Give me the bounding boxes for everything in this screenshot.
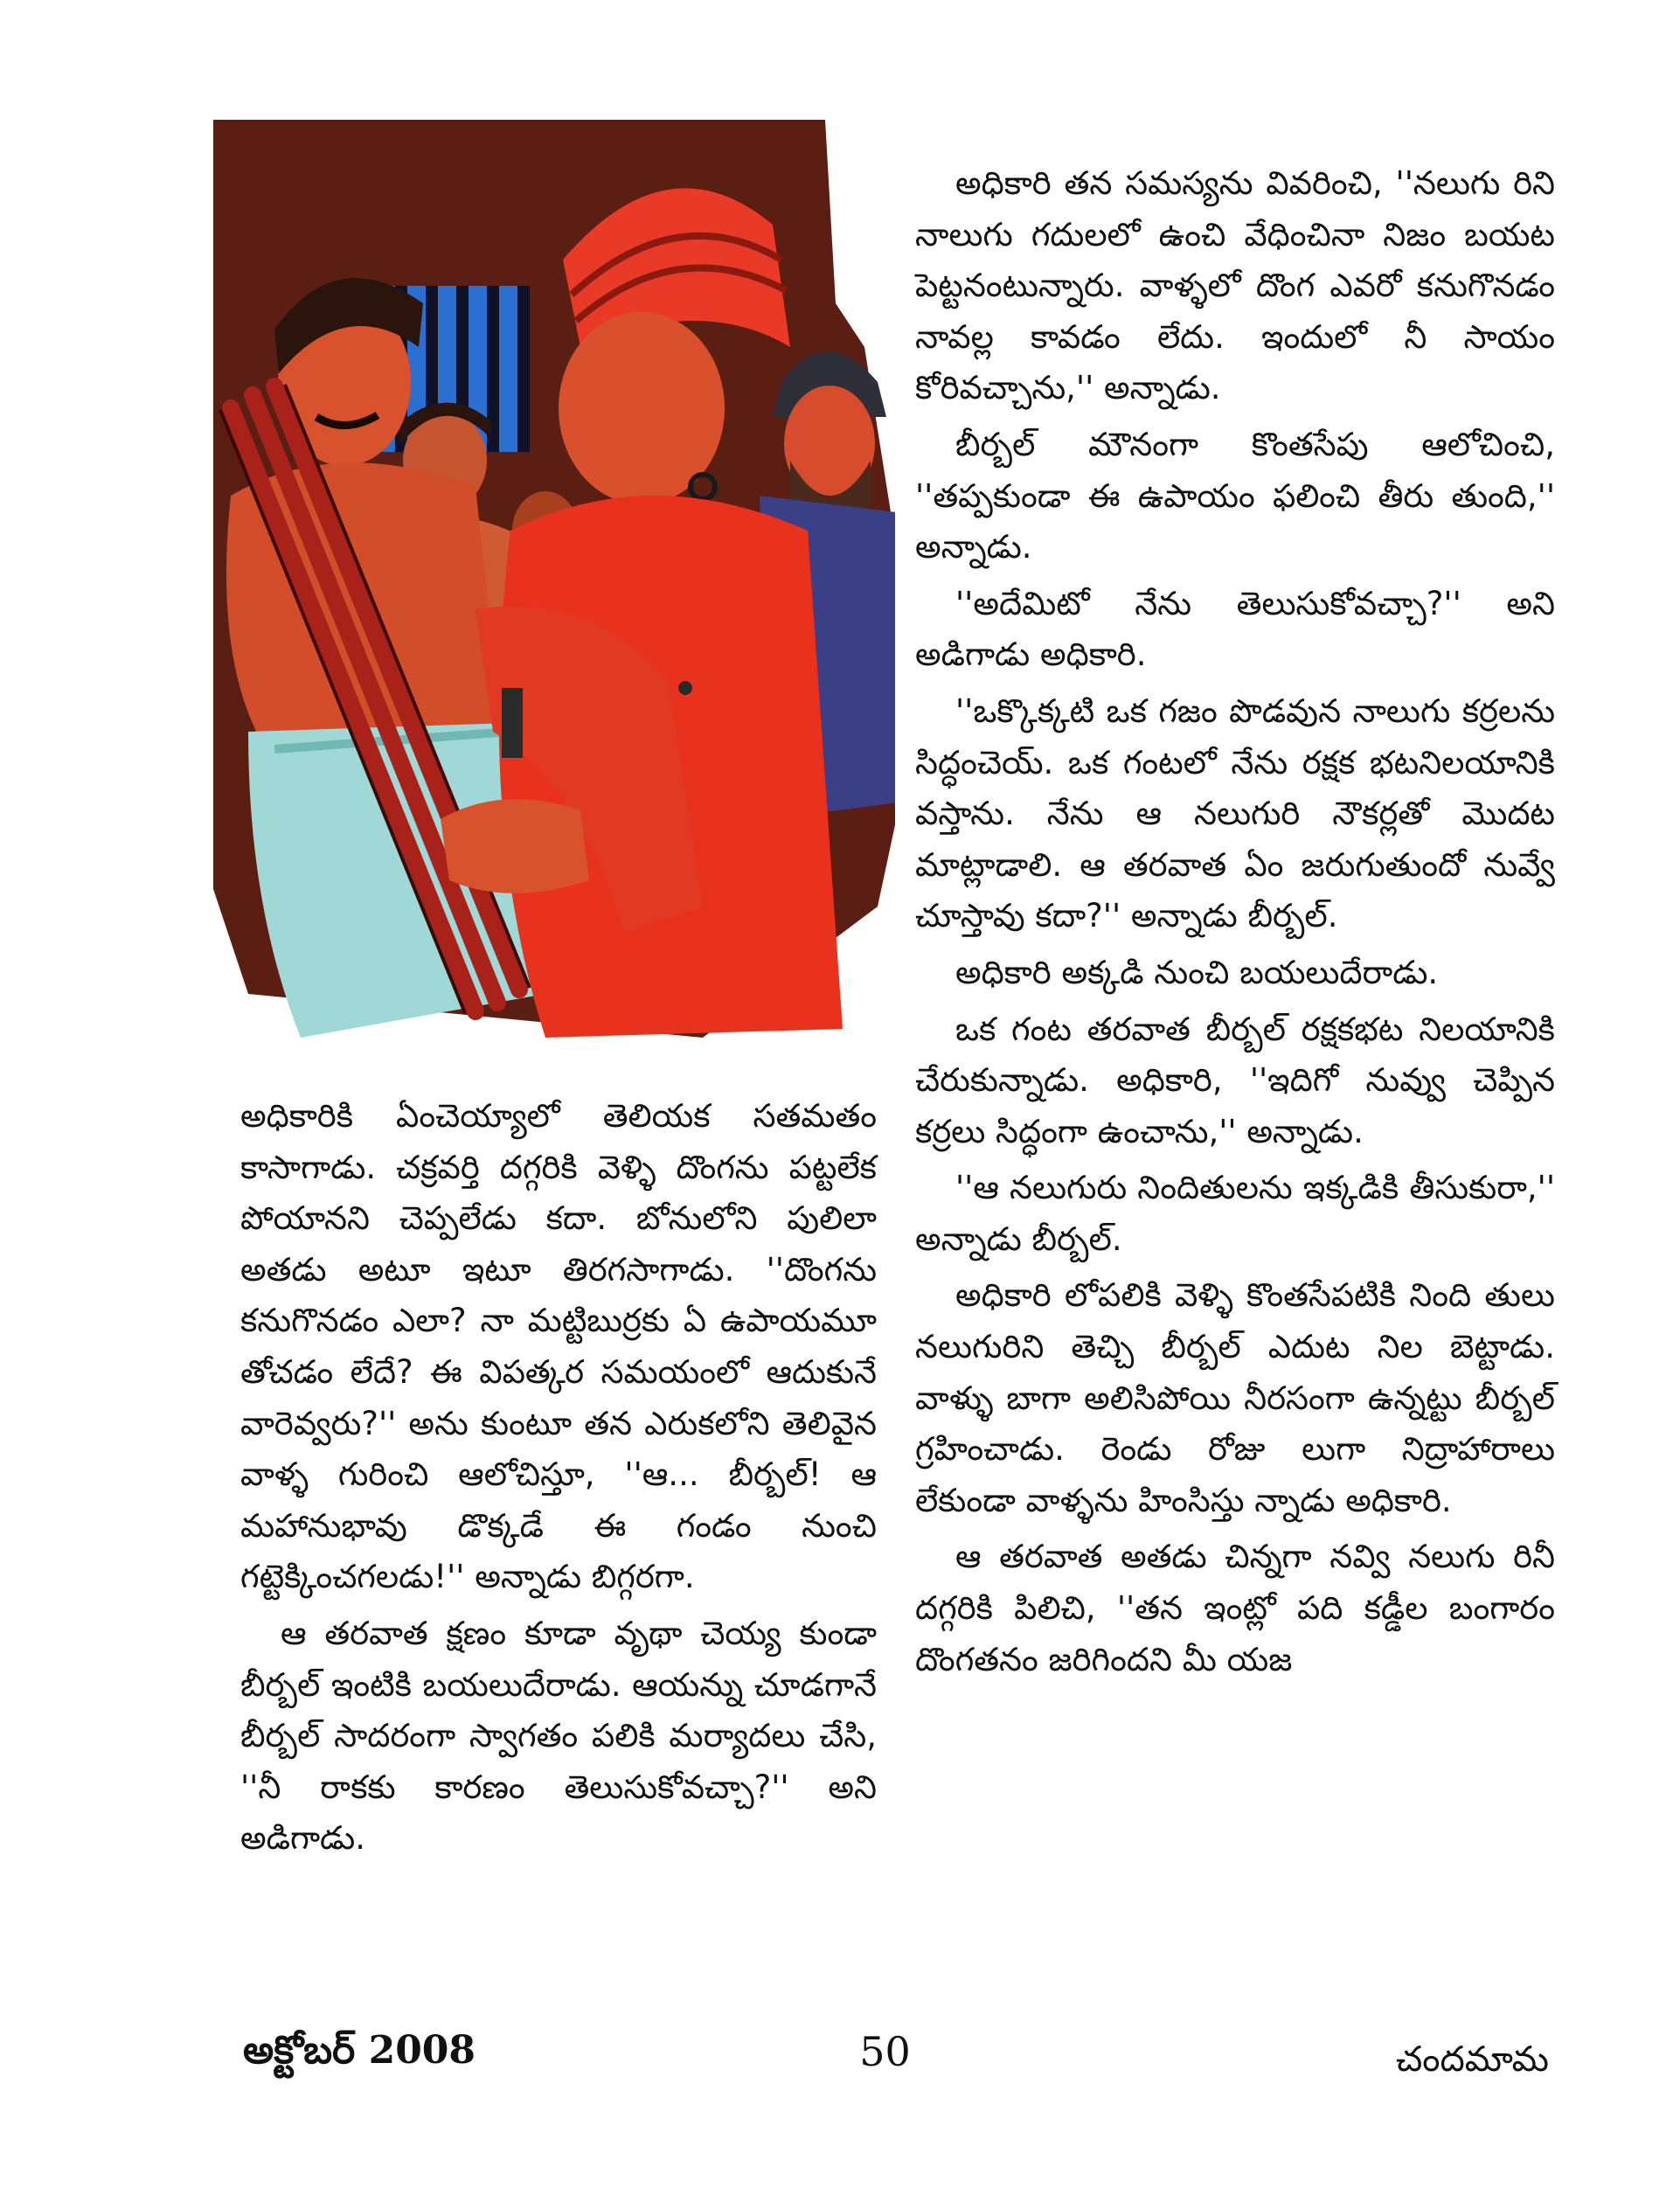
page-number: 50 (859, 2028, 911, 2075)
officer-hand (441, 799, 589, 893)
paragraph: అధికారి అక్కడి నుంచి బయలుదేరాడు. (955, 953, 1439, 991)
paragraph: ఆ తరవాత క్షణం కూడా వృథా చెయ్య కుండా బీర్బల్ ఇంటికి బయలుదేరాడు. ఆయన్ను చూడగానే బీర్బల్ సాదరంగా స్వాగతం పలికి మర్యాదలు చేసి, ''నీ రాకకు కారణం తెలుసుకోవచ్చా?'' అని అడిగాడు. (240, 1614, 877, 1858)
paragraph: అధికారి తన సమస్యను వివరించి, ''నలుగు రిని నాలుగు గదులలో ఉంచి వేధించినా నిజం బయట పెట్టనంటున్నారు. వాళ్ళలో దొంగ ఎవరో కనుగొనడం నావల్ల కావడం లేదు. ఇందులో నీ సాయం కోరివచ్చాను,'' అన్నాడు. (915, 164, 1555, 407)
paragraph: ''ఒక్కొక్కటి ఒక గజం పొడవున నాలుగు కర్రలను సిద్ధంచెయ్. ఒక గంటలో నేను రక్షక భటనిలయానికి వస్తాను. నేను ఆ నలుగురి నౌకర్లతో మొదట మాట్లాడాలి. ఆ తరవాత ఏం జరుగుతుందో నువ్వే చూస్తావు కదా?'' అన్నాడు బీర్బల్. (915, 691, 1555, 935)
story-illustration (213, 120, 895, 1038)
paragraph: ఒక గంట తరవాత బీర్బల్ రక్షకభట నిలయానికి చేరుకున్నాడు. అధికారి, ''ఇదిగో నువ్వు చెప్పిన కర్రలు సిద్ధంగా ఉంచాను,'' అన్నాడు. (915, 1010, 1555, 1150)
paragraph: ''ఆ నలుగురు నిందితులను ఇక్కడికి తీసుకురా,'' అన్నాడు బీర్బల్. (915, 1169, 1555, 1258)
paragraph: అధికారి లోపలికి వెళ్ళి కొంతసేపటికి నింది తులు నలుగురిని తెచ్చి బీర్బల్ ఎదుట నిల బెట్టాడు. వాళ్ళు బాగా అలిసిపోయి నీరసంగా ఉన్నట్టు బీర్బల్ గ్రహించాడు. రెండు రోజు లుగా నిద్రాహారాలు లేకుండా వాళ్ళను హింసిస్తు న్నాడు అధికారి. (915, 1276, 1555, 1519)
paragraph: ఆ తరవాత అతడు చిన్నగా నవ్వి నలుగు రినీ దగ్గరికి పిలిచి, ''తన ఇంట్లో పది కడ్డీల బంగారం దొంగతనం జరిగిందని మీ యజ (915, 1538, 1555, 1678)
issue-date: అక్టోబర్ 2008 (243, 2028, 476, 2073)
paragraph: బీర్బల్ మౌనంగా కొంతసేపు ఆలోచించి, ''తప్పకుండా ఈ ఉపాయం ఫలించి తీరు తుంది,'' అన్నాడు. (915, 425, 1555, 566)
paragraph: అధికారికి ఏంచెయ్యాలో తెలియక సతమతం కాసాగాడు. చక్రవర్తి దగ్గరికి వెళ్ళి దొంగను పట్టలేక పోయానని చెప్పలేడు కదా. బోనులోని పులిలా అతడు అటూ ఇటూ తిరగసాగాడు. ''దొంగను కనుగొనడం ఎలా? నా మట్టిబుర్రకు ఏ ఉపాయమూ తోచడం లేదే? ఈ విపత్కర సమయంలో ఆదుకునే వారెవ్వరు?'' అను కుంటూ తన ఎరుకలోని తెలివైన వాళ్ళ గురించి ఆలోచిస్తూ, ''ఆ... బీర్బల్! ఆ మహానుభావు డొక్కడే ఈ గండం నుంచి గట్టెక్కించగలడు!'' అన్నాడు బిగ్గరగా. (240, 1097, 877, 1596)
right-column (915, 158, 1555, 1685)
magazine-name: చందమామ (1395, 2039, 1549, 2080)
paragraph: ''అదేమిటో నేను తెలుసుకోవచ్చా?'' అని అడిగాడు అధికారి. (915, 584, 1555, 674)
left-column (240, 1091, 877, 1865)
